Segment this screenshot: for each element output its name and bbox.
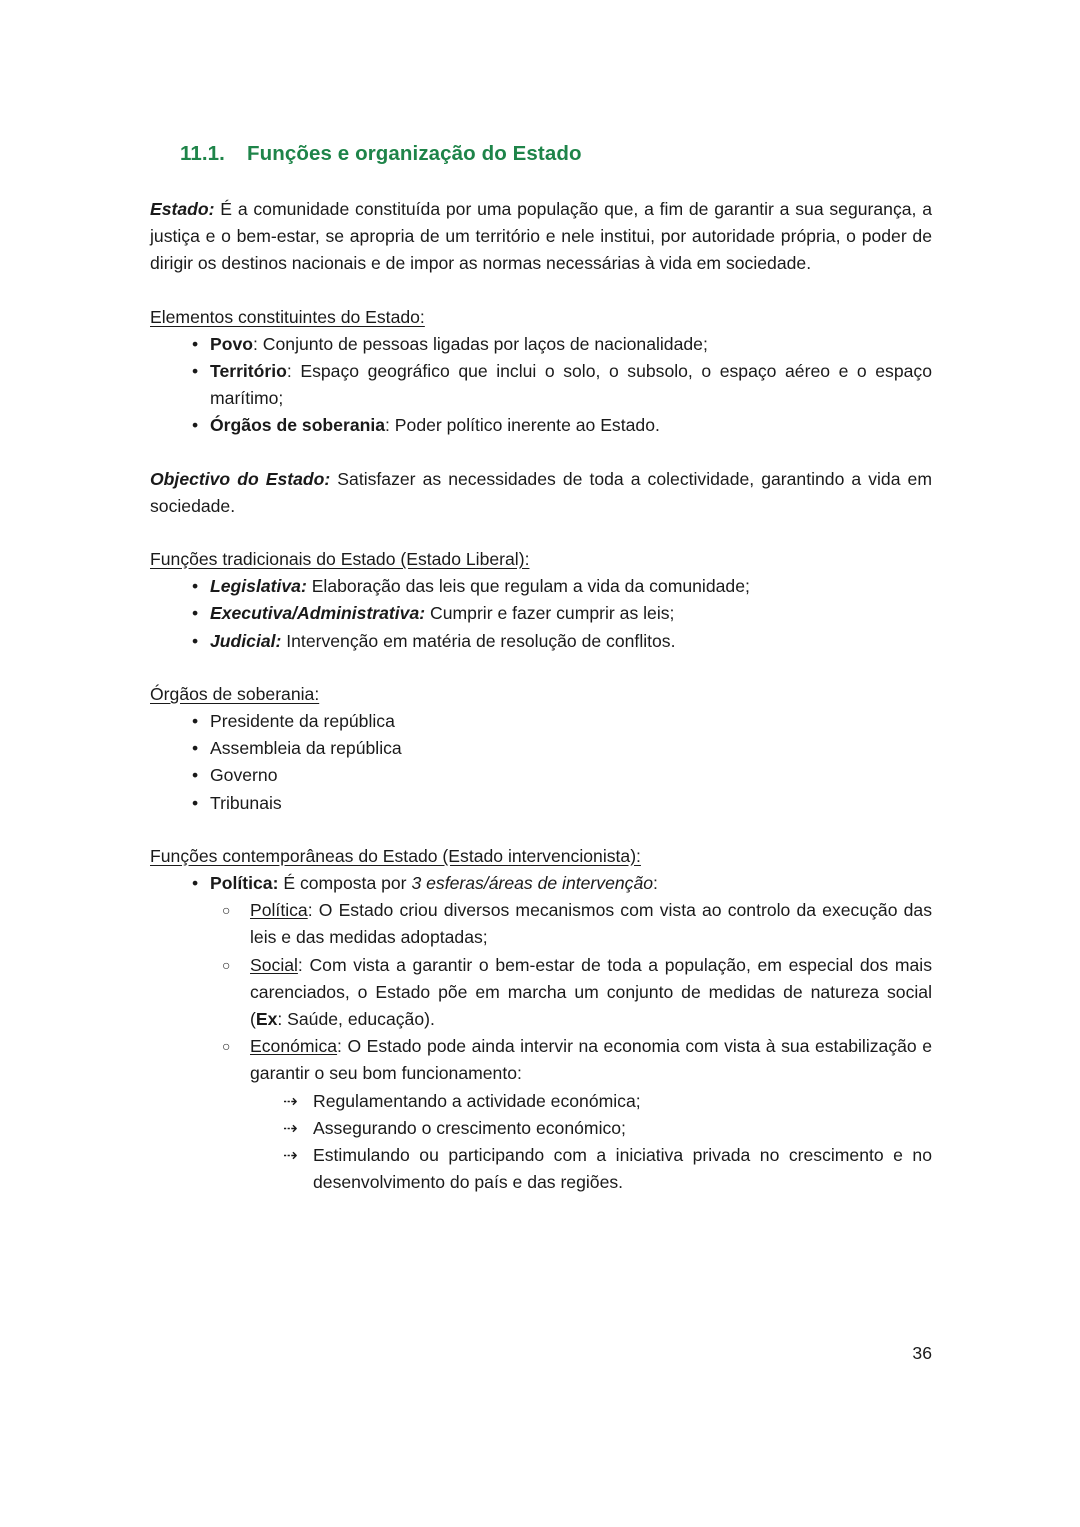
list-item-text: : O Estado pode ainda intervir na economia com vista à sua estabilização e garantir o seu bom funcionamento:: [250, 1036, 932, 1084]
list-item-text-a: : Com vista a garantir o bem-estar de toda a população, em especial dos mais carenciados, o Estado põe em marcha um conjunto de medidas de natureza social (: [250, 954, 932, 1030]
list-item: [150, 735, 932, 762]
list-item-term: Judicial:: [210, 630, 282, 651]
arrow-right-icon: ⇢: [283, 1117, 298, 1138]
list-item: [150, 358, 932, 412]
list-item-tail: :: [653, 873, 658, 894]
list-item-term: Órgãos de soberania: [210, 415, 386, 436]
bullet-icon: •: [192, 361, 199, 382]
list-item-lead: É composta por: [278, 873, 412, 894]
list-item-text: Tribunais: [210, 792, 282, 813]
bullet-icon: •: [192, 576, 199, 597]
list-item-text: Cumprir e fazer cumprir as leis;: [425, 603, 675, 624]
list-item: [150, 1142, 932, 1196]
list-item-emphasis: 3 esferas/áreas de intervenção: [411, 873, 654, 894]
list-item: [150, 573, 932, 600]
list-esferas-intervencao: [150, 897, 932, 1087]
bullet-circle-icon: ○: [222, 902, 231, 919]
list-item-text: Assembleia da república: [210, 738, 402, 759]
block-orgaos-soberania: [150, 681, 932, 817]
block-funcoes-contemporaneas: [150, 843, 932, 1197]
list-item-text: : Poder político inerente ao Estado.: [385, 415, 660, 436]
list-funcoes-contemporaneas: [150, 870, 932, 897]
list-item-term: Povo: [210, 333, 254, 354]
list-item-term: Social: [250, 954, 298, 975]
label-funcoes-tradicionais: Funções tradicionais do Estado (Estado Liberal):: [150, 549, 530, 570]
page-content: [150, 140, 932, 1223]
list-item: [150, 628, 932, 655]
list-item-text: : Espaço geográfico que inclui o solo, o subsolo, o espaço aéreo e o espaço marítimo;: [210, 361, 932, 409]
bullet-circle-icon: ○: [222, 956, 231, 973]
list-item: [150, 790, 932, 817]
section-title: Funções e organização do Estado: [247, 142, 582, 165]
list-item-text: : Conjunto de pessoas ligadas por laços de nacionalidade;: [253, 333, 708, 354]
section-heading: [150, 140, 932, 168]
page-number: 36: [912, 1343, 932, 1363]
list-item-inline-bold: Ex: [255, 1009, 278, 1030]
list-item: [150, 897, 932, 951]
list-item: [150, 331, 932, 358]
label-funcoes-contemporaneas: Funções contemporâneas do Estado (Estado intervencionista):: [150, 845, 641, 866]
list-item-text-b: : Saúde, educação).: [277, 1009, 435, 1030]
list-item-text: Governo: [210, 765, 278, 786]
arrow-right-icon: ⇢: [283, 1090, 298, 1111]
list-item-term: Executiva/Administrativa:: [210, 603, 426, 624]
bullet-icon: •: [192, 603, 199, 624]
text-estado-definition: É a comunidade constituída por uma população que, a fim de garantir a sua segurança, a justiça e o bem-estar, se apropria de um território e nele institui, por autoridade própria, o poder de dirigir os destinos nacionais e de impor as normas necessárias à vida em sociedade.: [150, 199, 932, 274]
bullet-icon: •: [192, 765, 199, 786]
list-item-text: Regulamentando a actividade económica;: [313, 1090, 641, 1111]
list-item-term: Política:: [210, 873, 279, 894]
bullet-icon: •: [192, 711, 199, 732]
list-item-text: Assegurando o crescimento económico;: [313, 1117, 626, 1138]
paragraph-estado-definition: [150, 196, 932, 278]
block-elementos-constituintes: [150, 304, 932, 440]
list-item-text: : O Estado criou diversos mecanismos com vista ao controlo da execução das leis e das medidas adoptadas;: [250, 900, 932, 948]
list-item: [150, 600, 932, 627]
bullet-icon: •: [192, 792, 199, 813]
block-funcoes-tradicionais: [150, 546, 932, 655]
bullet-icon: •: [192, 630, 199, 651]
bullet-circle-icon: ○: [222, 1038, 231, 1055]
bullet-icon: •: [192, 333, 199, 354]
list-economica-medidas: [150, 1088, 932, 1197]
label-orgaos-soberania: Órgãos de soberania:: [150, 683, 320, 704]
bullet-icon: •: [192, 738, 199, 759]
list-item: [150, 762, 932, 789]
list-item: [150, 708, 932, 735]
list-item-text: Presidente da república: [210, 711, 395, 732]
list-item: [150, 952, 932, 1034]
label-elementos-constituintes: Elementos constituintes do Estado:: [150, 306, 425, 327]
list-item-text: Elaboração das leis que regulam a vida da comunidade;: [306, 576, 750, 597]
text-objectivo: Satisfazer as necessidades de toda a colectividade, garantindo a vida em sociedade.: [150, 468, 932, 516]
list-elementos-constituintes: [150, 331, 932, 440]
list-item-text: Estimulando ou participando com a iniciativa privada no crescimento e no desenvolvimento do país e das regiões.: [313, 1145, 932, 1193]
bullet-icon: •: [192, 873, 199, 894]
list-item-term: Económica: [250, 1036, 338, 1057]
list-orgaos-soberania: [150, 708, 932, 817]
section-number: 11.1.: [180, 142, 225, 165]
bullet-icon: •: [192, 415, 199, 436]
list-item: [150, 1088, 932, 1115]
arrow-right-icon: ⇢: [283, 1145, 298, 1166]
list-item-term: Legislativa:: [210, 576, 307, 597]
list-item-text: Intervenção em matéria de resolução de conflitos.: [281, 630, 676, 651]
paragraph-objectivo-estado: [150, 466, 932, 520]
list-funcoes-tradicionais: [150, 573, 932, 655]
list-item: [150, 870, 932, 897]
list-item: [150, 1115, 932, 1142]
list-item-term: Política: [250, 900, 308, 921]
term-estado: Estado:: [150, 199, 215, 219]
list-item: [150, 1033, 932, 1087]
list-item-term: Território: [210, 361, 287, 382]
term-objectivo: Objectivo do Estado:: [150, 468, 331, 489]
list-item: [150, 412, 932, 439]
